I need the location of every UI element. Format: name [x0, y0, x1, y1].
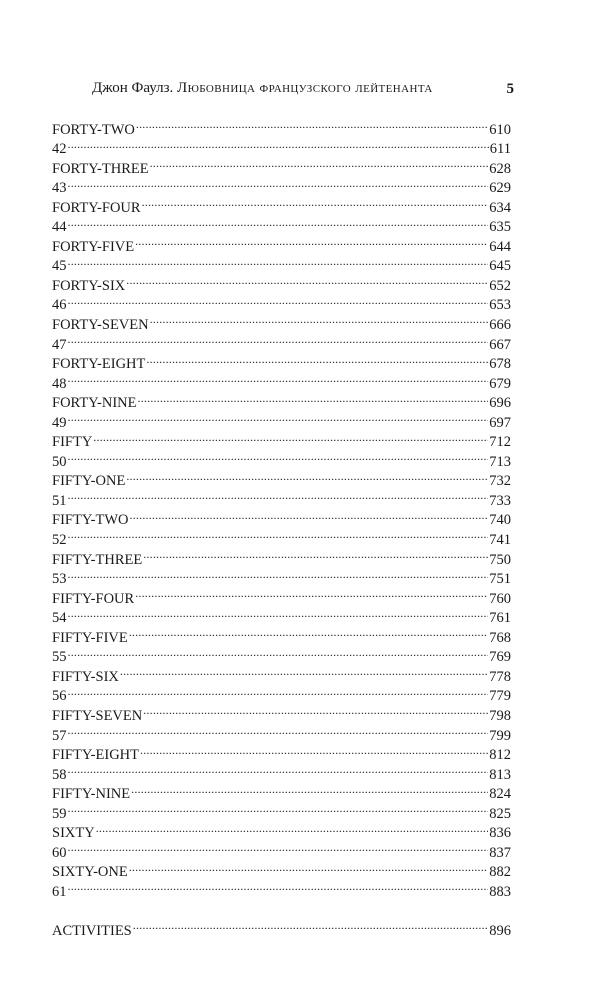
- toc-entry[interactable]: [52, 466, 511, 490]
- toc-entry[interactable]: [52, 544, 511, 568]
- toc-entry-label: 43: [52, 180, 67, 197]
- toc-dot-leader: [129, 622, 489, 642]
- toc-entry[interactable]: [52, 603, 511, 627]
- toc-entry[interactable]: [52, 349, 511, 373]
- toc-entry[interactable]: [52, 564, 511, 588]
- toc-entry-page: 679: [489, 375, 511, 392]
- toc-dot-leader: [68, 524, 489, 544]
- toc-entry[interactable]: [52, 192, 511, 216]
- toc-entry-label: 45: [52, 258, 67, 275]
- toc-dot-leader: [133, 915, 489, 935]
- toc-entry[interactable]: [52, 114, 511, 138]
- toc-entry[interactable]: [52, 290, 511, 314]
- toc-entry[interactable]: [52, 740, 511, 764]
- toc-entry[interactable]: [52, 485, 511, 509]
- toc-entry[interactable]: [52, 329, 511, 353]
- toc-entry[interactable]: [52, 153, 511, 177]
- toc-dot-leader: [68, 290, 489, 310]
- toc-entry-label: FIFTY-NINE: [52, 786, 131, 803]
- toc-entry-label: FIFTY-SEVEN: [52, 707, 143, 724]
- toc-entry[interactable]: [52, 505, 511, 529]
- toc-entry-label: FIFTY-ONE: [52, 473, 126, 490]
- toc-entry-label: 53: [52, 571, 67, 588]
- toc-entry-page: 628: [489, 160, 511, 177]
- toc-entry-label: 59: [52, 805, 67, 822]
- toc-entry-page: 768: [489, 629, 511, 646]
- toc-entry-label: 49: [52, 414, 67, 431]
- toc-dot-leader: [68, 642, 489, 662]
- toc-entry-page: 825: [489, 805, 511, 822]
- toc-entry[interactable]: [52, 759, 511, 783]
- toc-entry-page: 812: [489, 747, 511, 764]
- toc-dot-leader: [143, 700, 488, 720]
- toc-entry-label: FIFTY-FIVE: [52, 629, 128, 646]
- toc-entry-label: 50: [52, 453, 67, 470]
- toc-dot-leader: [140, 740, 488, 760]
- toc-dot-leader: [126, 270, 488, 290]
- toc-entry-label: FORTY-NINE: [52, 395, 137, 412]
- toc-entry-label: FIFTY-THREE: [52, 551, 143, 568]
- toc-entry-label: 55: [52, 649, 67, 666]
- toc-entry-label: FORTY-FIVE: [52, 238, 135, 255]
- toc-dot-leader: [146, 349, 488, 369]
- toc-entry-page: 798: [489, 707, 511, 724]
- toc-entry[interactable]: [52, 583, 511, 607]
- toc-entry-page: 883: [489, 883, 511, 900]
- toc-entry[interactable]: [52, 720, 511, 744]
- toc-entry-page: 779: [489, 688, 511, 705]
- header-author: Джон Фаулз.: [92, 80, 174, 96]
- toc-dot-leader: [120, 661, 488, 681]
- toc-entry-page: 732: [489, 473, 511, 490]
- toc-entry-label: FORTY-SIX: [52, 277, 126, 294]
- toc-entry-page: 611: [489, 141, 511, 158]
- toc-dot-leader: [126, 466, 488, 486]
- toc-dot-leader: [68, 681, 489, 701]
- toc-entry-page: 837: [489, 844, 511, 861]
- toc-entry[interactable]: [52, 407, 511, 431]
- toc-entry[interactable]: [52, 446, 511, 470]
- toc-entry-label: 61: [52, 883, 67, 900]
- toc-dot-leader: [93, 427, 488, 447]
- toc-entry-page: 644: [489, 238, 511, 255]
- toc-dot-leader: [68, 251, 489, 271]
- toc-dot-leader: [143, 544, 488, 564]
- toc-dot-leader: [68, 798, 489, 818]
- toc-entry-page: 645: [489, 258, 511, 275]
- toc-entry-label: FIFTY-FOUR: [52, 590, 135, 607]
- running-header: [52, 80, 514, 102]
- toc-entry-page: 652: [489, 277, 511, 294]
- header-title: [92, 80, 433, 97]
- toc-entry-page: 666: [489, 317, 511, 334]
- toc-entry-page: 653: [489, 297, 511, 314]
- toc-entry-page: 751: [489, 571, 511, 588]
- toc-dot-leader: [129, 857, 489, 877]
- toc-dot-leader: [131, 779, 488, 799]
- toc-entry[interactable]: [52, 700, 511, 724]
- toc-entry[interactable]: [52, 427, 511, 451]
- toc-entry-label: 47: [52, 336, 67, 353]
- toc-entry-label: 57: [52, 727, 67, 744]
- toc-entry[interactable]: [52, 876, 511, 900]
- toc-dot-leader: [68, 564, 489, 584]
- toc-dot-leader: [96, 818, 489, 838]
- toc-dot-leader: [138, 388, 489, 408]
- toc-entry[interactable]: [52, 173, 511, 197]
- toc-dot-leader: [68, 212, 489, 232]
- toc-entry-label: 44: [52, 219, 67, 236]
- toc-entry[interactable]: [52, 681, 511, 705]
- toc-entry[interactable]: [52, 368, 511, 392]
- toc-entry[interactable]: [52, 212, 511, 236]
- toc-entry-label: 58: [52, 766, 67, 783]
- toc-entry-page: 740: [489, 512, 511, 529]
- toc-entry-label: FORTY-SEVEN: [52, 317, 149, 334]
- toc-dot-leader: [130, 505, 489, 525]
- toc-entry-page: 667: [489, 336, 511, 353]
- table-of-contents: [52, 114, 511, 939]
- toc-dot-leader: [150, 153, 489, 173]
- toc-entry-page: 836: [489, 825, 511, 842]
- toc-entry[interactable]: [52, 661, 511, 685]
- toc-dot-leader: [68, 876, 489, 896]
- toc-entry-label: FIFTY: [52, 434, 93, 451]
- toc-entry[interactable]: [52, 798, 511, 822]
- toc-dot-leader: [135, 583, 488, 603]
- toc-entry-label: FIFTY-TWO: [52, 512, 129, 529]
- toc-entry[interactable]: [52, 622, 511, 646]
- toc-entry[interactable]: [52, 309, 511, 334]
- toc-dot-leader: [68, 134, 489, 154]
- toc-dot-leader: [136, 114, 488, 134]
- toc-entry-label: FORTY-THREE: [52, 160, 149, 177]
- toc-entry-label: FIFTY-SIX: [52, 668, 119, 685]
- toc-entry-label: ACTIVITIES: [52, 922, 132, 939]
- toc-entry-page: 610: [489, 121, 511, 138]
- toc-entry-label: SIXTY-ONE: [52, 864, 128, 881]
- toc-entry-page: 813: [489, 766, 511, 783]
- toc-entry-page: 741: [489, 532, 511, 549]
- toc-entry-page: 778: [489, 668, 511, 685]
- toc-entry-page: 635: [489, 219, 511, 236]
- toc-entry[interactable]: [52, 642, 511, 666]
- toc-entry-page: 697: [489, 414, 511, 431]
- toc-entry-page: 896: [489, 922, 511, 939]
- toc-entry[interactable]: [52, 857, 511, 881]
- toc-entry-label: 48: [52, 375, 67, 392]
- toc-entry-page: 733: [489, 492, 511, 509]
- toc-entry-page: 629: [489, 180, 511, 197]
- toc-entry-label: 60: [52, 844, 67, 861]
- toc-entry[interactable]: [52, 524, 511, 549]
- toc-entry[interactable]: [52, 231, 511, 255]
- toc-dot-leader: [68, 759, 489, 779]
- toc-entry-label: 46: [52, 297, 67, 314]
- header-book-title: Любовница французского лейтенанта: [177, 80, 433, 96]
- toc-entry-page: 634: [489, 199, 511, 216]
- toc-dot-leader: [68, 603, 489, 623]
- toc-entry-page: 761: [489, 610, 511, 627]
- toc-entry-label: FORTY-FOUR: [52, 199, 141, 216]
- toc-entry-label: FIFTY-EIGHT: [52, 747, 139, 764]
- toc-entry[interactable]: [52, 779, 511, 803]
- toc-dot-leader: [68, 837, 489, 857]
- toc-dot-leader: [142, 192, 489, 212]
- toc-entry[interactable]: [52, 388, 511, 412]
- toc-entry-label: SIXTY: [52, 825, 95, 842]
- toc-entry-page: 678: [489, 356, 511, 373]
- toc-entry-page: 882: [489, 864, 511, 881]
- toc-entry-page: 696: [489, 395, 511, 412]
- toc-dot-leader: [150, 309, 489, 329]
- toc-entry-page: 750: [489, 551, 511, 568]
- toc-entry-label: 54: [52, 610, 67, 627]
- toc-dot-leader: [68, 329, 489, 349]
- toc-entry-label: 51: [52, 492, 67, 509]
- toc-dot-leader: [68, 446, 489, 466]
- toc-entry-label: 42: [52, 141, 67, 158]
- toc-entry[interactable]: [52, 134, 511, 158]
- toc-entry[interactable]: [52, 915, 511, 939]
- toc-dot-leader: [68, 407, 489, 427]
- toc-entry-label: FORTY-EIGHT: [52, 356, 146, 373]
- toc-dot-leader: [68, 368, 489, 388]
- toc-entry-page: 799: [489, 727, 511, 744]
- toc-entry-page: 760: [489, 590, 511, 607]
- toc-entry-page: 713: [489, 453, 511, 470]
- toc-entry-label: FORTY-TWO: [52, 121, 135, 138]
- toc-entry[interactable]: [52, 818, 511, 842]
- page-number: 5: [506, 81, 514, 97]
- toc-entry[interactable]: [52, 251, 511, 275]
- toc-entry-label: 56: [52, 688, 67, 705]
- toc-entry-page: 769: [489, 649, 511, 666]
- toc-entry-label: 52: [52, 532, 67, 549]
- toc-dot-leader: [135, 231, 488, 251]
- toc-entry-page: 712: [489, 434, 511, 451]
- toc-dot-leader: [68, 485, 489, 505]
- toc-dot-leader: [68, 720, 489, 740]
- toc-dot-leader: [68, 173, 489, 193]
- toc-entry-page: 824: [489, 786, 511, 803]
- toc-entry[interactable]: [52, 837, 511, 861]
- toc-entry[interactable]: [52, 270, 511, 294]
